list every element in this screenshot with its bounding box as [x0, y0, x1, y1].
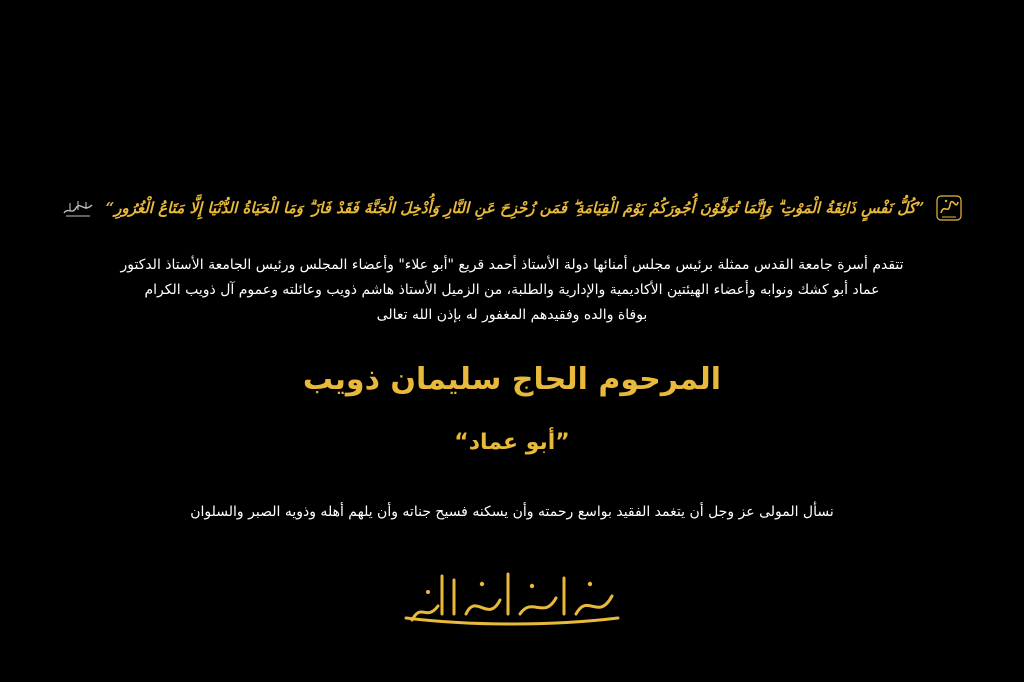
deceased-name: المرحوم الحاج سليمان ذويب — [302, 362, 722, 397]
prayer-text: نسأل المولى عز وجل أن يتغمد الفقيد بواسع رحمته وأن يسكنه فسيح جناته وأن يلهم أهله وذويه الصبر والسلوان — [190, 504, 834, 520]
quran-verse: ”كُلُّ نَفْسٍ ذَائِقَةُ الْمَوْتِ ۗ وَإِنَّمَا تُوَفَّوْنَ أُجُورَكُمْ يَوْمَ الْقِيَامَةِ ۖ فَمَن زُحْزِحَ عَنِ النَّارِ وَأُدْخِلَ الْجَنَّةَ فَقَدْ فَازَ ۗ وَمَا الْحَيَاةُ الدُّنْيَا إِلَّا مَتَاعُ الْغُرُورِ“ — [105, 199, 925, 217]
calligraphy-emblem-icon — [392, 562, 632, 628]
deceased-nickname: ”أبو عماد“ — [454, 430, 570, 455]
condolence-intro — [40, 253, 984, 328]
intro-line-1: تتقدم أسرة جامعة القدس ممثلة برئيس مجلس أمنائها دولة الأستاذ أحمد قريع "أبو علاء" وأعضاء المجلس ورئيس الجامعة الأستاذ الدكتور — [120, 257, 904, 273]
sadaqa-seal-icon — [60, 193, 96, 223]
intro-line-2: عماد أبو كشك ونوابه وأعضاء الهيئتين الأكاديمية والإدارية والطلبة، من الزميل الأستاذ هاشم ذويب وعائلته وعموم آل ذويب الكرام — [144, 282, 880, 298]
intro-line-3: بوفاة والده وفقيدهم المغفور له بإذن الله تعالى — [376, 307, 648, 323]
basmala-seal-icon — [934, 193, 964, 223]
quran-verse-row — [60, 188, 964, 228]
